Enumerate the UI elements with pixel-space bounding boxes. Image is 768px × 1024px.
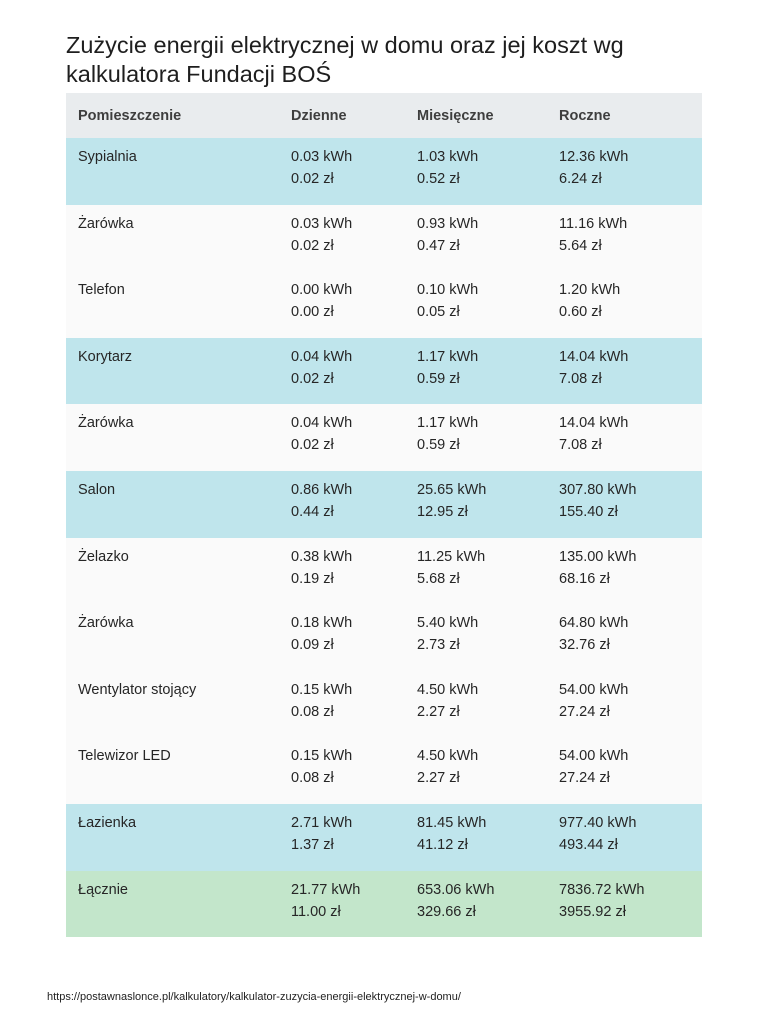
- yearly-cell: [547, 138, 702, 205]
- row-name-cell: [66, 604, 279, 671]
- row-name-cell: [66, 338, 279, 405]
- header-daily: Dzienne: [279, 93, 405, 138]
- row-name: Telefon: [78, 282, 125, 299]
- daily-kwh: 0.15 kWh: [291, 681, 353, 698]
- daily-cost: 0.44 zł: [291, 503, 334, 520]
- daily-kwh: 0.15 kWh: [291, 748, 353, 765]
- monthly-cost: 12.95 zł: [417, 503, 468, 520]
- yearly-cell: [547, 205, 702, 272]
- daily-kwh: 2.71 kWh: [291, 814, 353, 831]
- daily-cost: 1.37 zł: [291, 836, 334, 853]
- room-row: [66, 338, 702, 405]
- row-name: Korytarz: [78, 348, 132, 365]
- monthly-kwh: 0.93 kWh: [417, 215, 479, 232]
- yearly-cost: 27.24 zł: [559, 770, 610, 787]
- monthly-cell: [405, 205, 547, 272]
- device-row: [66, 205, 702, 272]
- yearly-cell: [547, 604, 702, 671]
- room-row: [66, 471, 702, 538]
- table-body: [66, 138, 702, 937]
- yearly-kwh: 12.36 kWh: [559, 149, 629, 165]
- monthly-cell: [405, 538, 547, 605]
- monthly-cell: [405, 604, 547, 671]
- daily-cost: 0.02 zł: [291, 437, 334, 454]
- yearly-cost: 68.16 zł: [559, 570, 610, 587]
- room-row: [66, 804, 702, 871]
- device-row: [66, 271, 702, 338]
- monthly-cell: [405, 471, 547, 538]
- monthly-cost: 5.68 zł: [417, 570, 460, 587]
- monthly-cell: [405, 271, 547, 338]
- yearly-cost: 6.24 zł: [559, 171, 602, 187]
- daily-kwh: 0.03 kWh: [291, 149, 353, 165]
- header-yearly: Roczne: [547, 93, 702, 138]
- monthly-kwh: 1.03 kWh: [417, 149, 479, 165]
- monthly-cost: 0.59 zł: [417, 437, 460, 454]
- header-monthly: Miesięczne: [405, 93, 547, 138]
- row-name-cell: [66, 737, 279, 804]
- monthly-cost: 329.66 zł: [417, 903, 476, 920]
- yearly-kwh: 54.00 kWh: [559, 681, 629, 698]
- yearly-cell: [547, 271, 702, 338]
- monthly-cell: [405, 338, 547, 405]
- row-name: Telewizor LED: [78, 748, 171, 765]
- daily-cost: 0.09 zł: [291, 637, 334, 654]
- room-row: [66, 138, 702, 205]
- row-name-cell: [66, 205, 279, 272]
- energy-usage-table: [66, 93, 702, 937]
- monthly-cost: 2.73 zł: [417, 637, 460, 654]
- header-room: Pomieszczenie: [66, 93, 279, 138]
- monthly-cell: [405, 804, 547, 871]
- monthly-kwh: 4.50 kWh: [417, 748, 479, 765]
- monthly-kwh: 25.65 kWh: [417, 481, 487, 498]
- row-name-cell: [66, 671, 279, 738]
- monthly-cell: [405, 404, 547, 471]
- daily-cell: [279, 604, 405, 671]
- yearly-cell: [547, 671, 702, 738]
- daily-kwh: 21.77 kWh: [291, 881, 361, 898]
- row-name: Salon: [78, 481, 116, 498]
- monthly-kwh: 81.45 kWh: [417, 814, 487, 831]
- daily-cost: 0.02 zł: [291, 171, 334, 187]
- monthly-cell: [405, 138, 547, 205]
- yearly-cell: [547, 737, 702, 804]
- yearly-kwh: 14.04 kWh: [559, 415, 629, 432]
- yearly-kwh: 7836.72 kWh: [559, 881, 645, 898]
- yearly-kwh: 14.04 kWh: [559, 348, 629, 365]
- daily-cell: [279, 205, 405, 272]
- row-name: Żarówka: [78, 615, 134, 632]
- device-row: [66, 538, 702, 605]
- row-name: Łącznie: [78, 881, 128, 898]
- daily-cell: [279, 338, 405, 405]
- device-row: [66, 404, 702, 471]
- row-name: Żelazko: [78, 548, 129, 565]
- monthly-kwh: 653.06 kWh: [417, 881, 495, 898]
- yearly-cost: 7.08 zł: [559, 437, 602, 454]
- monthly-kwh: 4.50 kWh: [417, 681, 479, 698]
- monthly-cost: 0.52 zł: [417, 171, 460, 187]
- row-name: Łazienka: [78, 814, 137, 831]
- daily-cost: 0.08 zł: [291, 770, 334, 787]
- daily-cost: 0.00 zł: [291, 304, 334, 321]
- yearly-cost: 3955.92 zł: [559, 903, 626, 920]
- yearly-kwh: 307.80 kWh: [559, 481, 637, 498]
- monthly-cell: [405, 737, 547, 804]
- yearly-cost: 0.60 zł: [559, 304, 602, 321]
- row-name: Sypialnia: [78, 149, 137, 165]
- yearly-cell: [547, 338, 702, 405]
- daily-kwh: 0.38 kWh: [291, 548, 353, 565]
- yearly-cell: [547, 804, 702, 871]
- monthly-kwh: 1.17 kWh: [417, 415, 479, 432]
- monthly-cost: 0.59 zł: [417, 370, 460, 387]
- monthly-cost: 2.27 zł: [417, 770, 460, 787]
- daily-cell: [279, 871, 405, 938]
- daily-kwh: 0.00 kWh: [291, 282, 353, 299]
- row-name-cell: [66, 471, 279, 538]
- yearly-kwh: 11.16 kWh: [559, 215, 628, 232]
- device-row: [66, 671, 702, 738]
- daily-kwh: 0.86 kWh: [291, 481, 353, 498]
- monthly-cell: [405, 871, 547, 938]
- daily-cell: [279, 271, 405, 338]
- yearly-cell: [547, 404, 702, 471]
- yearly-cost: 27.24 zł: [559, 703, 610, 720]
- daily-cost: 0.02 zł: [291, 370, 334, 387]
- row-name-cell: [66, 538, 279, 605]
- row-name-cell: [66, 404, 279, 471]
- daily-cell: [279, 804, 405, 871]
- yearly-kwh: 54.00 kWh: [559, 748, 629, 765]
- row-name-cell: [66, 138, 279, 205]
- daily-cell: [279, 737, 405, 804]
- daily-kwh: 0.04 kWh: [291, 415, 353, 432]
- yearly-cost: 32.76 zł: [559, 637, 610, 654]
- yearly-kwh: 1.20 kWh: [559, 282, 621, 299]
- daily-kwh: 0.03 kWh: [291, 215, 353, 232]
- device-row: [66, 604, 702, 671]
- total-row: [66, 871, 702, 938]
- monthly-cost: 0.47 zł: [417, 237, 460, 254]
- daily-cost: 11.00 zł: [291, 903, 341, 920]
- yearly-kwh: 64.80 kWh: [559, 615, 629, 632]
- yearly-cost: 5.64 zł: [559, 237, 602, 254]
- daily-cost: 0.19 zł: [291, 570, 334, 587]
- daily-cell: [279, 138, 405, 205]
- daily-kwh: 0.18 kWh: [291, 615, 353, 632]
- row-name-cell: [66, 271, 279, 338]
- monthly-kwh: 0.10 kWh: [417, 282, 479, 299]
- monthly-kwh: 11.25 kWh: [417, 548, 486, 565]
- device-row: [66, 737, 702, 804]
- daily-cost: 0.02 zł: [291, 237, 334, 254]
- row-name: Żarówka: [78, 215, 134, 232]
- yearly-cell: [547, 871, 702, 938]
- row-name: Wentylator stojący: [78, 681, 197, 698]
- yearly-kwh: 135.00 kWh: [559, 548, 637, 565]
- daily-cell: [279, 671, 405, 738]
- daily-cell: [279, 404, 405, 471]
- yearly-kwh: 977.40 kWh: [559, 814, 637, 831]
- monthly-cost: 0.05 zł: [417, 304, 460, 321]
- daily-cell: [279, 471, 405, 538]
- daily-kwh: 0.04 kWh: [291, 348, 353, 365]
- monthly-cell: [405, 671, 547, 738]
- row-name: Żarówka: [78, 415, 134, 432]
- monthly-cost: 41.12 zł: [417, 836, 468, 853]
- table-header-row: [66, 93, 702, 138]
- source-url: https://postawnaslonce.pl/kalkulatory/kalkulator-zuzycia-energii-elektrycznej-w-domu/: [47, 991, 461, 1003]
- row-name-cell: [66, 871, 279, 938]
- monthly-kwh: 5.40 kWh: [417, 615, 479, 632]
- yearly-cost: 493.44 zł: [559, 836, 618, 853]
- page-title: Zużycie energii elektrycznej w domu oraz jej koszt wg kalkulatora Fundacji BOŚ: [66, 32, 624, 87]
- yearly-cell: [547, 471, 702, 538]
- yearly-cost: 155.40 zł: [559, 503, 618, 520]
- row-name-cell: [66, 804, 279, 871]
- yearly-cost: 7.08 zł: [559, 370, 602, 387]
- monthly-kwh: 1.17 kWh: [417, 348, 479, 365]
- daily-cost: 0.08 zł: [291, 703, 334, 720]
- monthly-cost: 2.27 zł: [417, 703, 460, 720]
- yearly-cell: [547, 538, 702, 605]
- daily-cell: [279, 538, 405, 605]
